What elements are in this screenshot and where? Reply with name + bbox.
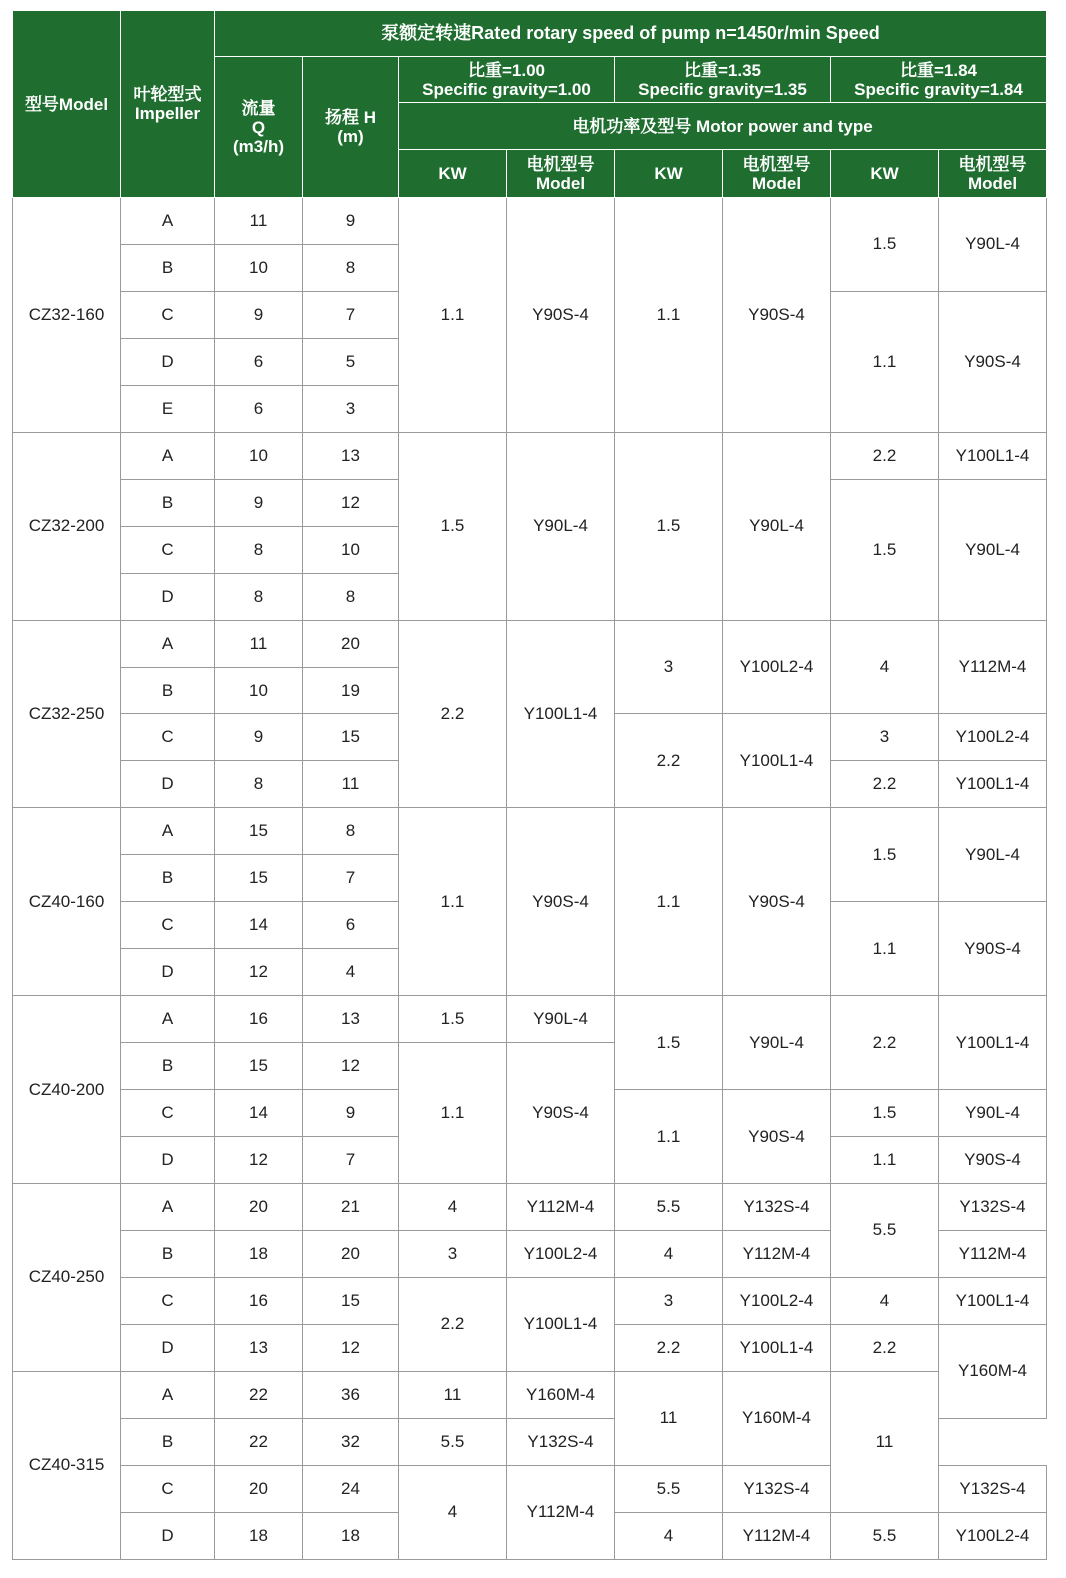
impeller-cell: D — [121, 1137, 215, 1184]
flow-cell: 22 — [215, 1371, 303, 1418]
motor-sg3-cell: Y132S-4 — [939, 1184, 1047, 1231]
motor-sg2-cell: Y90L-4 — [723, 996, 831, 1090]
kw-sg3-cell: 2.2 — [831, 432, 939, 479]
head-cell: 20 — [303, 1230, 399, 1277]
table-row — [13, 808, 1047, 855]
flow-cell: 15 — [215, 808, 303, 855]
model-cell: CZ40-250 — [13, 1184, 121, 1372]
impeller-cell: D — [121, 1324, 215, 1371]
header-sg-1-35: 比重=1.35 Specific gravity=1.35 — [615, 57, 831, 103]
motor-sg2-cell: Y100L1-4 — [723, 1324, 831, 1371]
table-row — [13, 432, 1047, 479]
motor-sg3-cell: Y112M-4 — [939, 1230, 1047, 1277]
header-sg-1-84: 比重=1.84 Specific gravity=1.84 — [831, 57, 1047, 103]
impeller-cell: A — [121, 198, 215, 245]
flow-cell: 15 — [215, 1043, 303, 1090]
head-cell: 18 — [303, 1512, 399, 1559]
flow-cell: 6 — [215, 385, 303, 432]
model-cell: CZ32-160 — [13, 198, 121, 433]
impeller-cell: A — [121, 620, 215, 667]
flow-cell: 11 — [215, 620, 303, 667]
header-flow: 流量 Q (m3/h) — [215, 57, 303, 198]
header-impeller: 叶轮型式 Impeller — [121, 11, 215, 198]
kw-sg3-cell: 2.2 — [831, 1324, 939, 1371]
motor-sg1-cell: Y100L1-4 — [507, 620, 615, 808]
impeller-cell: D — [121, 573, 215, 620]
head-cell: 7 — [303, 291, 399, 338]
header-head: 扬程 H (m) — [303, 57, 399, 198]
head-cell: 8 — [303, 573, 399, 620]
flow-cell: 8 — [215, 526, 303, 573]
header-motor-model-3: 电机型号 Model — [939, 150, 1047, 198]
impeller-cell: B — [121, 1418, 215, 1465]
motor-sg1-cell: Y90S-4 — [507, 1043, 615, 1184]
kw-sg1-cell: 2.2 — [399, 620, 507, 808]
head-cell: 21 — [303, 1184, 399, 1231]
head-cell: 15 — [303, 1277, 399, 1324]
header-kw-2: KW — [615, 150, 723, 198]
head-cell: 8 — [303, 808, 399, 855]
kw-sg2-cell: 1.1 — [615, 808, 723, 996]
flow-cell: 10 — [215, 432, 303, 479]
model-cell: CZ32-200 — [13, 432, 121, 620]
header-kw-1: KW — [399, 150, 507, 198]
kw-sg3-cell: 1.5 — [831, 808, 939, 902]
flow-cell: 11 — [215, 198, 303, 245]
kw-sg1-cell: 4 — [399, 1184, 507, 1231]
head-cell: 24 — [303, 1465, 399, 1512]
head-cell: 8 — [303, 244, 399, 291]
kw-sg1-cell: 1.5 — [399, 996, 507, 1043]
impeller-cell: C — [121, 1090, 215, 1137]
impeller-cell: C — [121, 902, 215, 949]
impeller-cell: B — [121, 479, 215, 526]
kw-sg1-cell: 1.1 — [399, 808, 507, 996]
kw-sg1-cell: 1.1 — [399, 198, 507, 433]
impeller-cell: B — [121, 244, 215, 291]
motor-sg1-cell: Y112M-4 — [507, 1184, 615, 1231]
impeller-cell: A — [121, 808, 215, 855]
motor-sg3-cell: Y100L2-4 — [939, 714, 1047, 761]
kw-sg1-cell: 1.5 — [399, 432, 507, 620]
header-model: 型号Model — [13, 11, 121, 198]
flow-cell: 8 — [215, 761, 303, 808]
impeller-cell: A — [121, 1371, 215, 1418]
motor-sg3-cell: Y100L1-4 — [939, 1277, 1047, 1324]
kw-sg3-cell: 1.1 — [831, 291, 939, 432]
table-body — [13, 198, 1047, 1560]
kw-sg3-cell: 4 — [831, 620, 939, 714]
model-cell: CZ40-200 — [13, 996, 121, 1184]
kw-sg1-cell: 3 — [399, 1230, 507, 1277]
flow-cell: 6 — [215, 338, 303, 385]
impeller-cell: A — [121, 432, 215, 479]
motor-sg2-cell: Y112M-4 — [723, 1230, 831, 1277]
motor-sg3-cell: Y100L2-4 — [939, 1512, 1047, 1559]
flow-cell: 12 — [215, 1137, 303, 1184]
head-cell: 13 — [303, 996, 399, 1043]
motor-sg3-cell: Y160M-4 — [939, 1324, 1047, 1418]
kw-sg1-cell: 4 — [399, 1465, 507, 1559]
impeller-cell: B — [121, 855, 215, 902]
motor-sg3-cell: Y132S-4 — [939, 1465, 1047, 1512]
header-motor-model-1: 电机型号 Model — [507, 150, 615, 198]
flow-cell: 8 — [215, 573, 303, 620]
kw-sg3-cell: 11 — [831, 1371, 939, 1512]
motor-sg3-cell: Y90S-4 — [939, 291, 1047, 432]
flow-cell: 15 — [215, 855, 303, 902]
flow-cell: 14 — [215, 1090, 303, 1137]
impeller-cell: C — [121, 714, 215, 761]
motor-sg1-cell: Y90S-4 — [507, 198, 615, 433]
flow-cell: 9 — [215, 714, 303, 761]
motor-sg1-cell: Y160M-4 — [507, 1371, 615, 1418]
head-cell: 10 — [303, 526, 399, 573]
motor-sg3-cell: Y112M-4 — [939, 620, 1047, 714]
flow-cell: 22 — [215, 1418, 303, 1465]
kw-sg2-cell: 1.5 — [615, 432, 723, 620]
header-motor-model-2: 电机型号 Model — [723, 150, 831, 198]
kw-sg2-cell: 1.1 — [615, 198, 723, 433]
kw-sg2-cell: 1.5 — [615, 996, 723, 1090]
motor-sg3-cell: Y90S-4 — [939, 902, 1047, 996]
motor-sg1-cell: Y132S-4 — [507, 1418, 615, 1465]
table-row — [13, 1184, 1047, 1231]
kw-sg1-cell: 1.1 — [399, 1043, 507, 1184]
head-cell: 12 — [303, 1043, 399, 1090]
motor-sg3-cell: Y100L1-4 — [939, 432, 1047, 479]
kw-sg2-cell: 4 — [615, 1512, 723, 1559]
table-row — [13, 996, 1047, 1043]
motor-sg1-cell: Y100L2-4 — [507, 1230, 615, 1277]
head-cell: 11 — [303, 761, 399, 808]
motor-sg3-cell: Y90L-4 — [939, 808, 1047, 902]
head-cell: 4 — [303, 949, 399, 996]
head-cell: 32 — [303, 1418, 399, 1465]
head-cell: 19 — [303, 667, 399, 714]
header-rated-speed: 泵额定转速Rated rotary speed of pump n=1450r/min Speed — [215, 11, 1047, 57]
motor-sg1-cell: Y90L-4 — [507, 996, 615, 1043]
impeller-cell: D — [121, 949, 215, 996]
motor-sg2-cell: Y100L2-4 — [723, 1277, 831, 1324]
model-cell: CZ40-315 — [13, 1371, 121, 1559]
kw-sg3-cell: 1.5 — [831, 198, 939, 292]
motor-sg3-cell: Y90S-4 — [939, 1137, 1047, 1184]
head-cell: 9 — [303, 198, 399, 245]
header-sg-1-00: 比重=1.00 Specific gravity=1.00 — [399, 57, 615, 103]
motor-sg2-cell: Y90L-4 — [723, 432, 831, 620]
impeller-cell: E — [121, 385, 215, 432]
head-cell: 12 — [303, 1324, 399, 1371]
impeller-cell: B — [121, 1230, 215, 1277]
kw-sg1-cell: 11 — [399, 1371, 507, 1418]
head-cell: 5 — [303, 338, 399, 385]
impeller-cell: A — [121, 1184, 215, 1231]
motor-sg3-cell: Y90L-4 — [939, 1090, 1047, 1137]
kw-sg3-cell: 1.5 — [831, 479, 939, 620]
head-cell: 36 — [303, 1371, 399, 1418]
flow-cell: 16 — [215, 1277, 303, 1324]
kw-sg2-cell: 5.5 — [615, 1465, 723, 1512]
head-cell: 7 — [303, 1137, 399, 1184]
flow-cell: 9 — [215, 479, 303, 526]
kw-sg3-cell: 1.1 — [831, 1137, 939, 1184]
model-cell: CZ40-160 — [13, 808, 121, 996]
head-cell: 7 — [303, 855, 399, 902]
kw-sg2-cell: 11 — [615, 1371, 723, 1465]
motor-sg2-cell: Y100L2-4 — [723, 620, 831, 714]
flow-cell: 18 — [215, 1230, 303, 1277]
kw-sg2-cell: 1.1 — [615, 1090, 723, 1184]
impeller-cell: D — [121, 338, 215, 385]
flow-cell: 13 — [215, 1324, 303, 1371]
motor-sg3-cell: Y90L-4 — [939, 198, 1047, 292]
kw-sg3-cell: 2.2 — [831, 761, 939, 808]
kw-sg3-cell: 1.5 — [831, 1090, 939, 1137]
head-cell: 9 — [303, 1090, 399, 1137]
kw-sg3-cell: 2.2 — [831, 996, 939, 1090]
impeller-cell: C — [121, 1465, 215, 1512]
table-row — [13, 1277, 1047, 1324]
motor-sg3-cell: Y90L-4 — [939, 479, 1047, 620]
kw-sg2-cell: 2.2 — [615, 714, 723, 808]
kw-sg3-cell: 5.5 — [831, 1184, 939, 1278]
kw-sg2-cell: 3 — [615, 1277, 723, 1324]
impeller-cell: B — [121, 667, 215, 714]
head-cell: 13 — [303, 432, 399, 479]
impeller-cell: C — [121, 291, 215, 338]
model-cell: CZ32-250 — [13, 620, 121, 808]
impeller-cell: C — [121, 1277, 215, 1324]
header-motor-power: 电机功率及型号 Motor power and type — [399, 103, 1047, 150]
impeller-cell: A — [121, 996, 215, 1043]
impeller-cell: D — [121, 1512, 215, 1559]
kw-sg2-cell: 3 — [615, 620, 723, 714]
motor-sg1-cell: Y112M-4 — [507, 1465, 615, 1559]
motor-sg2-cell: Y100L1-4 — [723, 714, 831, 808]
table-row — [13, 198, 1047, 245]
kw-sg2-cell: 2.2 — [615, 1324, 723, 1371]
kw-sg3-cell: 5.5 — [831, 1512, 939, 1559]
flow-cell: 20 — [215, 1465, 303, 1512]
impeller-cell: D — [121, 761, 215, 808]
header-kw-3: KW — [831, 150, 939, 198]
flow-cell: 9 — [215, 291, 303, 338]
motor-sg2-cell: Y132S-4 — [723, 1465, 831, 1512]
motor-sg3-cell: Y100L1-4 — [939, 996, 1047, 1090]
motor-sg1-cell: Y90S-4 — [507, 808, 615, 996]
table-row — [13, 620, 1047, 667]
motor-sg2-cell: Y90S-4 — [723, 198, 831, 433]
flow-cell: 14 — [215, 902, 303, 949]
kw-sg3-cell: 3 — [831, 714, 939, 761]
flow-cell: 18 — [215, 1512, 303, 1559]
motor-sg2-cell: Y90S-4 — [723, 808, 831, 996]
kw-sg2-cell: 4 — [615, 1230, 723, 1277]
impeller-cell: C — [121, 526, 215, 573]
motor-sg2-cell: Y90S-4 — [723, 1090, 831, 1184]
kw-sg1-cell: 2.2 — [399, 1277, 507, 1371]
motor-sg3-cell: Y100L1-4 — [939, 761, 1047, 808]
flow-cell: 10 — [215, 244, 303, 291]
table-header — [13, 11, 1047, 198]
head-cell: 20 — [303, 620, 399, 667]
flow-cell: 20 — [215, 1184, 303, 1231]
table-row — [13, 1371, 1047, 1418]
impeller-cell: B — [121, 1043, 215, 1090]
motor-sg2-cell: Y160M-4 — [723, 1371, 831, 1465]
motor-sg2-cell: Y132S-4 — [723, 1184, 831, 1231]
head-cell: 3 — [303, 385, 399, 432]
head-cell: 6 — [303, 902, 399, 949]
kw-sg2-cell: 5.5 — [615, 1184, 723, 1231]
flow-cell: 16 — [215, 996, 303, 1043]
flow-cell: 10 — [215, 667, 303, 714]
flow-cell: 12 — [215, 949, 303, 996]
pump-spec-table — [12, 10, 1047, 1560]
motor-sg1-cell: Y100L1-4 — [507, 1277, 615, 1371]
motor-sg2-cell: Y112M-4 — [723, 1512, 831, 1559]
kw-sg3-cell: 1.1 — [831, 902, 939, 996]
kw-sg3-cell: 4 — [831, 1277, 939, 1324]
kw-sg1-cell: 5.5 — [399, 1418, 507, 1465]
head-cell: 15 — [303, 714, 399, 761]
head-cell: 12 — [303, 479, 399, 526]
motor-sg1-cell: Y90L-4 — [507, 432, 615, 620]
